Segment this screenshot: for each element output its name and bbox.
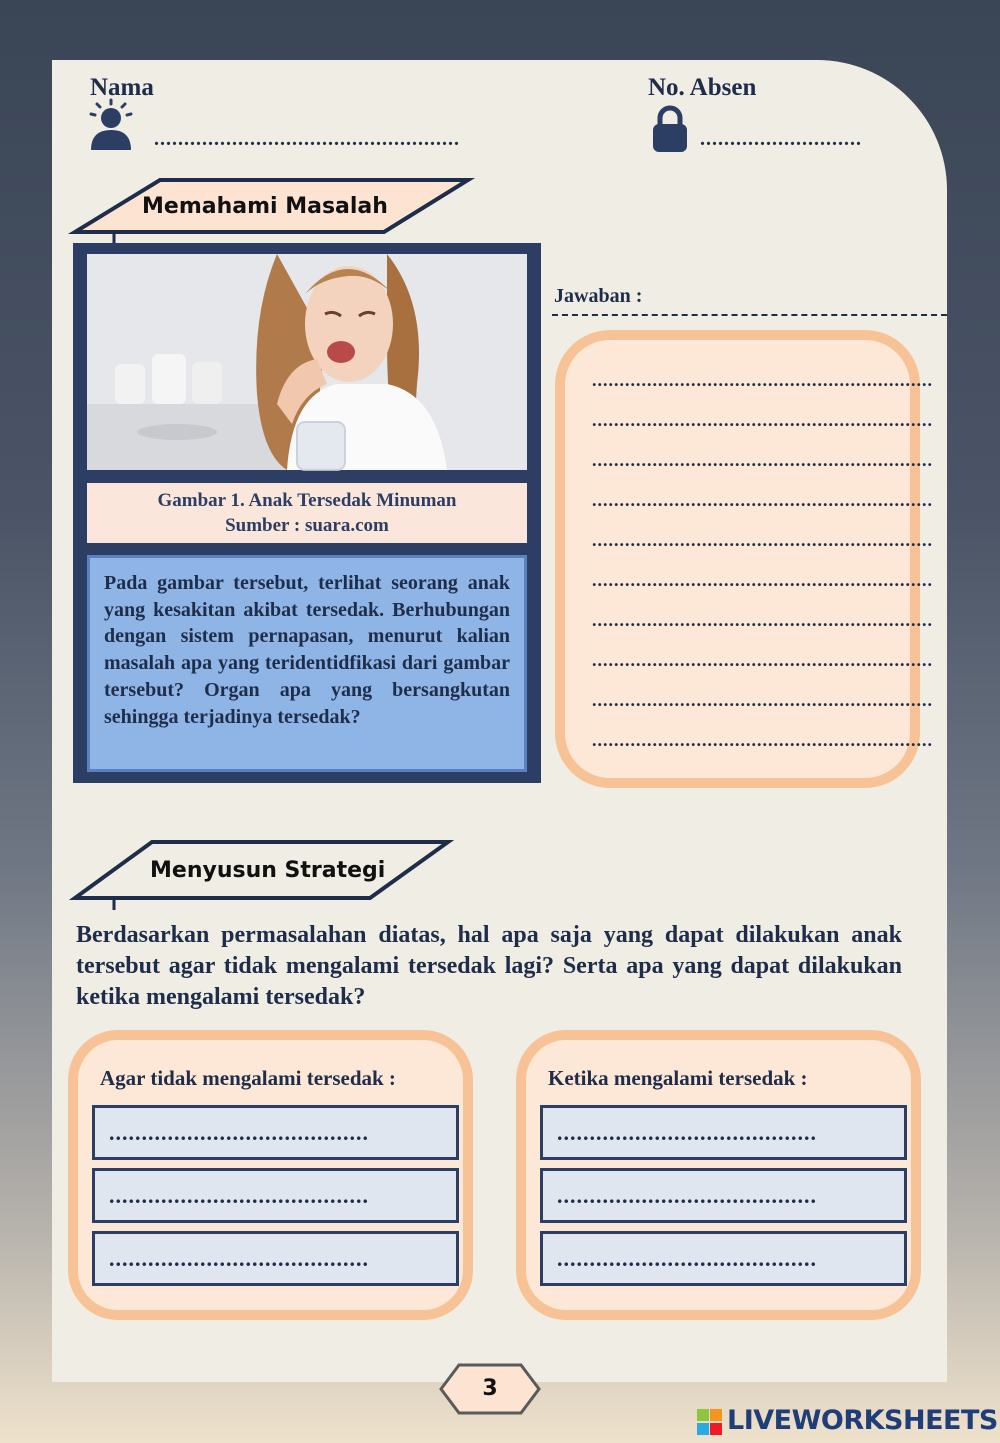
section-title: Menyusun Strategi — [150, 858, 386, 883]
person-icon — [88, 100, 134, 150]
answer-line[interactable]: .............................................................. — [592, 610, 933, 630]
answer-label: Jawaban : — [554, 285, 643, 307]
logo-mark-icon — [697, 1409, 723, 1437]
answer-line[interactable]: .............................................................. — [592, 730, 933, 750]
caption-title: Gambar 1. Anak Tersedak Minuman — [157, 490, 457, 511]
caption-source: Sumber : suara.com — [225, 515, 389, 536]
answer-line[interactable]: .............................................................. — [592, 690, 933, 710]
dashed-divider — [552, 314, 947, 316]
name-label: Nama — [90, 74, 154, 101]
answer-line[interactable]: .............................................................. — [592, 490, 933, 510]
absen-field[interactable]: ........................... — [700, 128, 862, 150]
prevent-input[interactable]: ........................................ — [92, 1231, 459, 1286]
during-input[interactable]: ........................................ — [540, 1105, 907, 1160]
page-number-badge — [439, 1363, 541, 1415]
answer-box[interactable] — [555, 330, 933, 788]
answer-line[interactable]: .............................................................. — [592, 530, 933, 550]
answer-line[interactable]: .............................................................. — [592, 370, 933, 390]
section-title: Memahami Masalah — [142, 194, 388, 219]
lock-icon — [651, 105, 689, 153]
section-banner-strategi — [72, 840, 452, 912]
prevent-input[interactable]: ........................................ — [92, 1168, 459, 1223]
choking-child-photo — [87, 254, 527, 470]
question-box: Pada gambar tersebut, terlihat seorang anak yang kesakitan akibat tersedak. Berhubungan dengan sistem pernapasan, menurut kalian masalah apa yang teridentidfikasi dari gambar tersebut? Organ apa yang bersangkutan sehingga terjadinya tersedak? — [87, 555, 527, 772]
during-input[interactable]: ........................................ — [540, 1231, 907, 1286]
logo-text: LIVEWORKSHEETS — [727, 1405, 998, 1436]
absen-label: No. Absen — [648, 74, 757, 101]
during-title: Ketika mengalami tersedak : — [548, 1066, 808, 1090]
name-field[interactable]: ................................................... — [154, 128, 460, 150]
strategy-question: Berdasarkan permasalahan diatas, hal apa saja yang dapat dilakukan anak tersebut agar tidak mengalami tersedak lagi? Serta apa yang dapat dilakukan ketika mengalami tersedak? — [76, 922, 902, 1010]
answer-line[interactable]: .............................................................. — [592, 450, 933, 470]
during-input[interactable]: ........................................ — [540, 1168, 907, 1223]
prevent-title: Agar tidak mengalami tersedak : — [100, 1066, 396, 1090]
page-number: 3 — [482, 1376, 498, 1401]
answer-line[interactable]: .............................................................. — [592, 410, 933, 430]
section-banner-memahami — [72, 178, 472, 246]
answer-line[interactable]: .............................................................. — [592, 650, 933, 670]
answer-line[interactable]: .............................................................. — [592, 570, 933, 590]
image-caption — [87, 483, 527, 543]
prevent-input[interactable]: ........................................ — [92, 1105, 459, 1160]
